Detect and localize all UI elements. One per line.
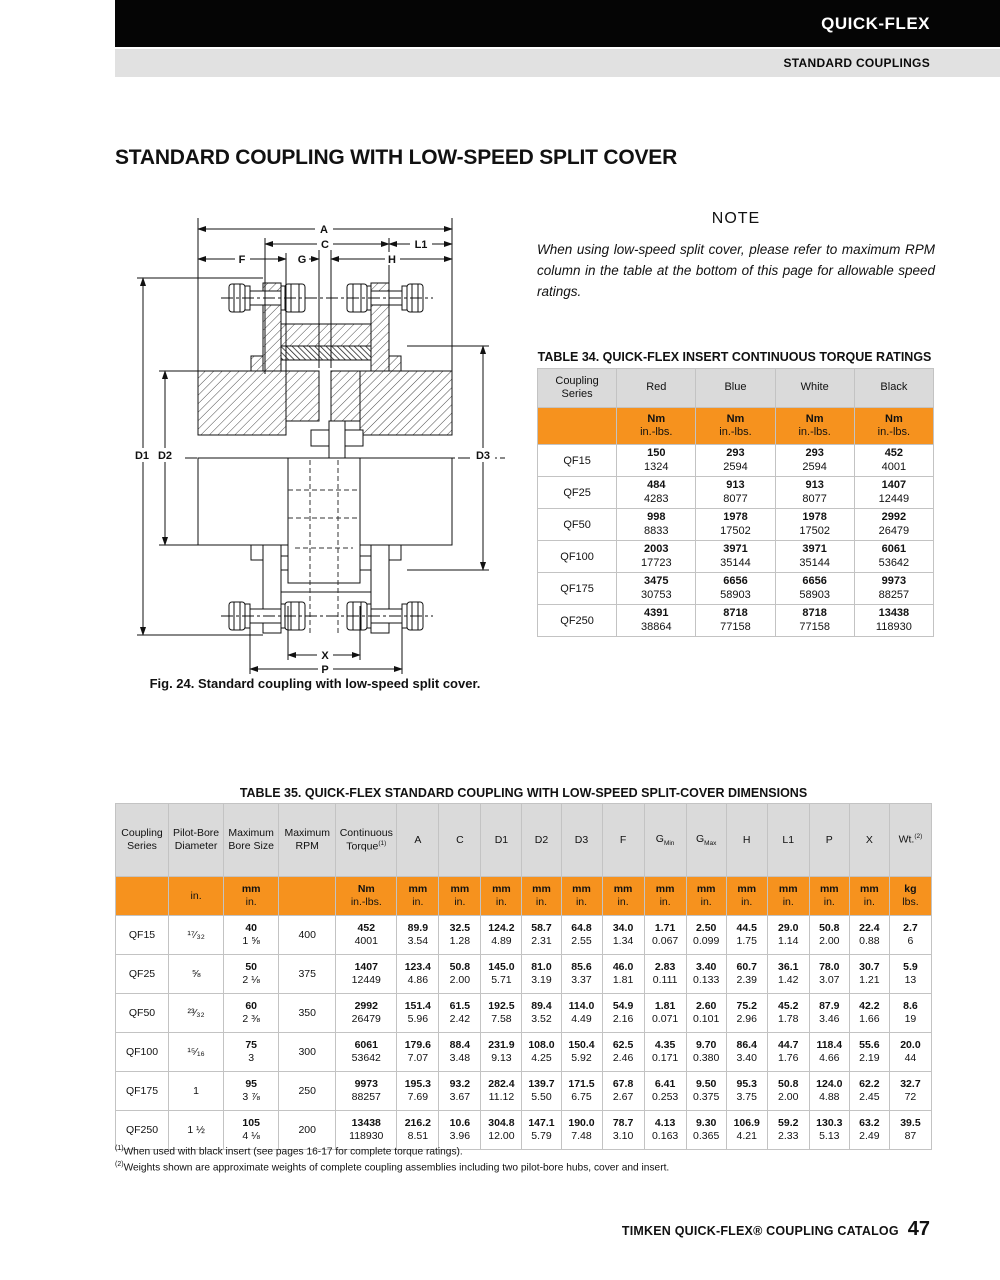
dim-label-x: X [321, 650, 329, 662]
dim-label-d1: D1 [134, 450, 150, 462]
table-cell: 50.8 2.00 [439, 955, 481, 994]
column-header: D1 [481, 804, 522, 877]
table-cell: 42.2 1.66 [849, 994, 889, 1033]
table-cell: 2.83 0.111 [644, 955, 686, 994]
table-cell: 179.6 7.07 [397, 1033, 439, 1072]
table-cell: 32.7 72 [889, 1072, 931, 1111]
table-cell: 304.8 12.00 [481, 1111, 522, 1150]
table-cell: 2.60 0.101 [686, 994, 726, 1033]
unit-cell [538, 408, 617, 445]
rpm-cell: 300 [279, 1033, 336, 1072]
dim-label-d2: D2 [157, 450, 173, 462]
pilot-bore-cell: ¹⁵⁄₁₆ [169, 1033, 224, 1072]
column-header: X [849, 804, 889, 877]
table-cell: 2.7 6 [889, 916, 931, 955]
unit-cell: in. [169, 877, 224, 916]
table-cell: 484 4283 [617, 477, 696, 509]
column-header: C [439, 804, 481, 877]
table-cell: 64.8 2.55 [561, 916, 602, 955]
column-header: H [726, 804, 767, 877]
table-cell: 8718 77158 [775, 605, 854, 637]
bore-cell: 75 3 [224, 1033, 279, 1072]
unit-cell [116, 877, 169, 916]
unit-cell: mm in. [481, 877, 522, 916]
table-cell: 190.0 7.48 [561, 1111, 602, 1150]
table-cell: 114.0 4.49 [561, 994, 602, 1033]
series-cell: QF50 [538, 509, 617, 541]
unit-cell: mm in. [561, 877, 602, 916]
table-row [538, 605, 934, 637]
column-header: Maximum Bore Size [224, 804, 279, 877]
unit-cell: mm in. [767, 877, 809, 916]
unit-cell: mm in. [439, 877, 481, 916]
column-header: Wt.$^{(2)}$ [889, 804, 931, 877]
table-row [538, 573, 934, 605]
table-cell: 1.71 0.067 [644, 916, 686, 955]
table-cell: 30.7 1.21 [849, 955, 889, 994]
rpm-cell: 350 [279, 994, 336, 1033]
coupling-diagram [115, 198, 510, 708]
unit-cell: mm in. [726, 877, 767, 916]
table-cell: 10.6 3.96 [439, 1111, 481, 1150]
dim-label-a: A [320, 224, 328, 236]
rpm-cell: 375 [279, 955, 336, 994]
table-cell: 95.3 3.75 [726, 1072, 767, 1111]
table-cell: 1978 17502 [775, 509, 854, 541]
table-cell: 6.41 0.253 [644, 1072, 686, 1111]
column-header: L1 [767, 804, 809, 877]
column-header: F [602, 804, 644, 877]
table-cell: 13438 118930 [336, 1111, 397, 1150]
section-title: STANDARD COUPLINGS [783, 56, 930, 70]
dimensions-table [115, 803, 932, 1150]
table-cell: 2992 26479 [336, 994, 397, 1033]
table-cell: 5.9 13 [889, 955, 931, 994]
dim-label-g: G [297, 254, 307, 266]
table-cell: 2.50 0.099 [686, 916, 726, 955]
series-cell: QF175 [116, 1072, 169, 1111]
dim-label-l1: L1 [414, 239, 428, 251]
table-cell: 22.4 0.88 [849, 916, 889, 955]
table-cell: 46.0 1.81 [602, 955, 644, 994]
table-row [116, 1072, 932, 1111]
bore-cell: 60 2 ⅜ [224, 994, 279, 1033]
table-cell: 55.6 2.19 [849, 1033, 889, 1072]
table-cell: 2992 26479 [854, 509, 933, 541]
brand-title: QUICK-FLEX [821, 14, 930, 33]
table-header-row [116, 804, 932, 877]
table-cell: 1407 12449 [336, 955, 397, 994]
table-unit-row [116, 877, 932, 916]
table-cell: 78.0 3.07 [809, 955, 849, 994]
table-cell: 1978 17502 [696, 509, 775, 541]
masthead-gray-bar [115, 49, 1000, 77]
table-cell: 147.1 5.79 [522, 1111, 561, 1150]
footnotes [115, 1144, 669, 1176]
footer-catalog-title: TIMKEN QUICK-FLEX® COUPLING CATALOG [621, 1224, 899, 1238]
unit-cell: mm in. [602, 877, 644, 916]
table-cell: 145.0 5.71 [481, 955, 522, 994]
bore-cell: 40 1 ⅝ [224, 916, 279, 955]
table-cell: 9.50 0.375 [686, 1072, 726, 1111]
table-cell: 2003 17723 [617, 541, 696, 573]
table-cell: 3475 30753 [617, 573, 696, 605]
pilot-bore-cell: 1 [169, 1072, 224, 1111]
table-cell: 139.7 5.50 [522, 1072, 561, 1111]
dim-label-h: H [388, 254, 396, 266]
table-cell: 293 2594 [696, 445, 775, 477]
series-cell: QF15 [116, 916, 169, 955]
unit-cell: Nm in.-lbs. [336, 877, 397, 916]
table-cell: 6656 58903 [775, 573, 854, 605]
column-header: $G_{Min}$ [644, 804, 686, 877]
unit-cell [279, 877, 336, 916]
note-heading: NOTE [711, 210, 761, 227]
table-cell: 913 8077 [696, 477, 775, 509]
table-row [538, 445, 934, 477]
footer-page-number: 47 [907, 1218, 930, 1240]
bore-cell: 95 3 ⅞ [224, 1072, 279, 1111]
table-cell: 58.7 2.31 [522, 916, 561, 955]
series-cell: QF25 [538, 477, 617, 509]
unit-cell: Nm in.-lbs. [854, 408, 933, 445]
table-cell: 293 2594 [775, 445, 854, 477]
table-cell: 60.7 2.39 [726, 955, 767, 994]
unit-cell: mm in. [809, 877, 849, 916]
table-cell: 36.1 1.42 [767, 955, 809, 994]
table35-title: TABLE 35. QUICK-FLEX STANDARD COUPLING WITH LOW-SPEED SPLIT-COVER DIMENSIONS [239, 786, 808, 800]
dim-label-d3: D3 [475, 450, 491, 462]
table-cell: 54.9 2.16 [602, 994, 644, 1033]
table-cell: 118.4 4.66 [809, 1033, 849, 1072]
table-cell: 3971 35144 [775, 541, 854, 573]
table-cell: 150 1324 [617, 445, 696, 477]
table-cell: 32.5 1.28 [439, 916, 481, 955]
figure-caption: Fig. 24. Standard coupling with low-speed split cover. [149, 676, 481, 691]
footnote-2 [115, 1160, 669, 1176]
unit-cell: mm in. [224, 877, 279, 916]
unit-cell: Nm in.-lbs. [775, 408, 854, 445]
unit-cell: mm in. [522, 877, 561, 916]
table-cell: 87.9 3.46 [809, 994, 849, 1033]
pilot-bore-cell: 1 ½ [169, 1111, 224, 1150]
table-cell: 4391 38864 [617, 605, 696, 637]
table-cell: 8718 77158 [696, 605, 775, 637]
table-cell: 913 8077 [775, 477, 854, 509]
table-cell: 216.2 8.51 [397, 1111, 439, 1150]
table-cell: 9.30 0.365 [686, 1111, 726, 1150]
bore-cell: 105 4 ⅛ [224, 1111, 279, 1150]
footnote-2-text: Weights shown are approximate weights of complete coupling assemblies including two pilot-bore hubs, cover and insert. [123, 1162, 670, 1174]
table-row [116, 1033, 932, 1072]
column-header: Pilot-Bore Diameter [169, 804, 224, 877]
column-header: Coupling Series [116, 804, 169, 877]
table-cell: 50.8 2.00 [767, 1072, 809, 1111]
page-footer [622, 1218, 930, 1241]
table-row [116, 916, 932, 955]
table-cell: 9.70 0.380 [686, 1033, 726, 1072]
table-cell: 59.2 2.33 [767, 1111, 809, 1150]
series-cell: QF100 [116, 1033, 169, 1072]
table-cell: 85.6 3.37 [561, 955, 602, 994]
footnote-1-text: When used with black insert (see pages 16-17 for complete torque ratings). [123, 1146, 463, 1158]
table-cell: 282.4 11.12 [481, 1072, 522, 1111]
rpm-cell: 250 [279, 1072, 336, 1111]
table-cell: 171.5 6.75 [561, 1072, 602, 1111]
unit-cell: Nm in.-lbs. [617, 408, 696, 445]
footnote-1-marker: (1) [115, 1145, 124, 1152]
table-row [538, 541, 934, 573]
table-cell: 86.4 3.40 [726, 1033, 767, 1072]
table-cell: 75.2 2.96 [726, 994, 767, 1033]
series-cell: QF250 [116, 1111, 169, 1150]
table-cell: 45.2 1.78 [767, 994, 809, 1033]
series-cell: QF100 [538, 541, 617, 573]
table-cell: 62.2 2.45 [849, 1072, 889, 1111]
torque-ratings-table [537, 368, 934, 637]
unit-cell: mm in. [397, 877, 439, 916]
table-cell: 6061 53642 [336, 1033, 397, 1072]
table-cell: 20.0 44 [889, 1033, 931, 1072]
table-cell: 4.35 0.171 [644, 1033, 686, 1072]
unit-cell: Nm in.-lbs. [696, 408, 775, 445]
table-cell: 192.5 7.58 [481, 994, 522, 1033]
table-cell: 231.9 9.13 [481, 1033, 522, 1072]
table-cell: 150.4 5.92 [561, 1033, 602, 1072]
column-header: Red [617, 369, 696, 408]
series-cell: QF50 [116, 994, 169, 1033]
table-cell: 89.9 3.54 [397, 916, 439, 955]
series-cell: QF175 [538, 573, 617, 605]
column-header: Continuous Torque$^{(1)}$ [336, 804, 397, 877]
table-cell: 34.0 1.34 [602, 916, 644, 955]
table-cell: 88.4 3.48 [439, 1033, 481, 1072]
column-header: D2 [522, 804, 561, 877]
table-cell: 81.0 3.19 [522, 955, 561, 994]
footnote-1 [115, 1144, 669, 1160]
table-header-row [538, 369, 934, 408]
dim-label-p: P [321, 664, 329, 676]
table-cell: 89.4 3.52 [522, 994, 561, 1033]
pilot-bore-cell: ²³⁄₃₂ [169, 994, 224, 1033]
table-cell: 13438 118930 [854, 605, 933, 637]
bore-cell: 50 2 ⅛ [224, 955, 279, 994]
table-row [538, 477, 934, 509]
unit-cell: mm in. [849, 877, 889, 916]
column-header: P [809, 804, 849, 877]
table-cell: 44.7 1.76 [767, 1033, 809, 1072]
column-header: Black [854, 369, 933, 408]
table-cell: 6656 58903 [696, 573, 775, 605]
table-cell: 93.2 3.67 [439, 1072, 481, 1111]
column-header: Coupling Series [538, 369, 617, 408]
column-header: Maximum RPM [279, 804, 336, 877]
table-cell: 78.7 3.10 [602, 1111, 644, 1150]
table-cell: 3971 35144 [696, 541, 775, 573]
column-header: Blue [696, 369, 775, 408]
column-header: White [775, 369, 854, 408]
column-header: $G_{Max}$ [686, 804, 726, 877]
table-cell: 1.81 0.071 [644, 994, 686, 1033]
pilot-bore-cell: ¹⁷⁄₃₂ [169, 916, 224, 955]
table-cell: 452 4001 [854, 445, 933, 477]
rpm-cell: 400 [279, 916, 336, 955]
table-cell: 106.9 4.21 [726, 1111, 767, 1150]
table-cell: 124.2 4.89 [481, 916, 522, 955]
column-header: D3 [561, 804, 602, 877]
table-row [538, 509, 934, 541]
table-cell: 3.40 0.133 [686, 955, 726, 994]
table-cell: 123.4 4.86 [397, 955, 439, 994]
table-cell: 195.3 7.69 [397, 1072, 439, 1111]
table-row [116, 994, 932, 1033]
table-cell: 62.5 2.46 [602, 1033, 644, 1072]
table-row [116, 955, 932, 994]
table-cell: 67.8 2.67 [602, 1072, 644, 1111]
table-cell: 108.0 4.25 [522, 1033, 561, 1072]
table-cell: 6061 53642 [854, 541, 933, 573]
unit-cell: kg lbs. [889, 877, 931, 916]
series-cell: QF25 [116, 955, 169, 994]
dim-label-f: F [238, 254, 246, 266]
dim-label-c: C [321, 239, 329, 251]
table-cell: 452 4001 [336, 916, 397, 955]
table-cell: 998 8833 [617, 509, 696, 541]
table-cell: 9973 88257 [336, 1072, 397, 1111]
pilot-bore-cell: ⅝ [169, 955, 224, 994]
series-cell: QF15 [538, 445, 617, 477]
table-cell: 44.5 1.75 [726, 916, 767, 955]
table-cell: 4.13 0.163 [644, 1111, 686, 1150]
table-cell: 8.6 19 [889, 994, 931, 1033]
table-cell: 124.0 4.88 [809, 1072, 849, 1111]
table-cell: 9973 88257 [854, 573, 933, 605]
table-unit-row [538, 408, 934, 445]
table-cell: 61.5 2.42 [439, 994, 481, 1033]
unit-cell: mm in. [686, 877, 726, 916]
table-cell: 63.2 2.49 [849, 1111, 889, 1150]
table-cell: 151.4 5.96 [397, 994, 439, 1033]
table34-title: TABLE 34. QUICK-FLEX INSERT CONTINUOUS TORQUE RATINGS [537, 350, 932, 364]
table-cell: 1407 12449 [854, 477, 933, 509]
series-cell: QF250 [538, 605, 617, 637]
masthead-black-bar [115, 0, 1000, 47]
table-cell: 39.5 87 [889, 1111, 931, 1150]
table-cell: 29.0 1.14 [767, 916, 809, 955]
column-header: A [397, 804, 439, 877]
footnote-2-marker: (2) [115, 1161, 124, 1169]
rpm-cell: 200 [279, 1111, 336, 1150]
page-title: STANDARD COUPLING WITH LOW-SPEED SPLIT COVER [115, 146, 678, 169]
table-cell: 130.3 5.13 [809, 1111, 849, 1150]
dimension-labels [130, 222, 495, 676]
note-body: When using low-speed split cover, please refer to maximum RPM column in the table at the bottom of this page for allowable speed ratings. [537, 242, 935, 299]
unit-cell: mm in. [644, 877, 686, 916]
table-cell: 50.8 2.00 [809, 916, 849, 955]
